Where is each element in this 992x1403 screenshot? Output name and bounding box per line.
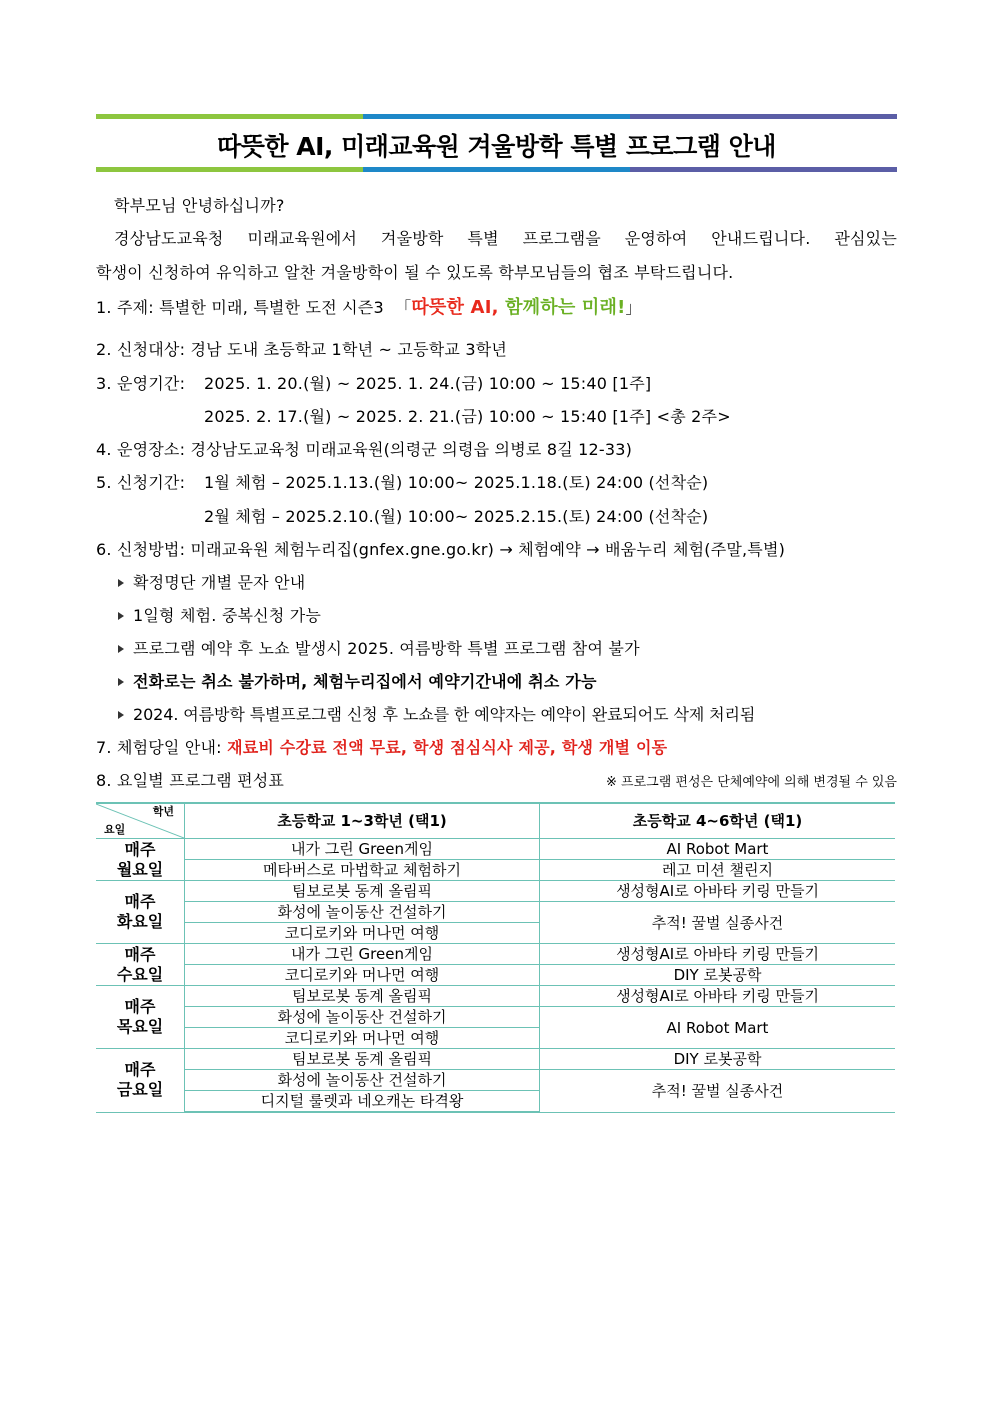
item-apply-method: 6. 신청방법: 미래교육원 체험누리집(gnfex.gne.go.kr) → 체험예약 → 배움누리 체험(주말,특별) xyxy=(96,540,786,559)
item-topic xyxy=(96,293,642,319)
bullet-item xyxy=(118,669,597,692)
program-cell: 팀보로봇 동계 올림픽 xyxy=(185,1049,540,1070)
day-cell-tuesday: 매주 화요일 xyxy=(96,881,185,944)
column-header-upper-grades: 초등학교 4~6학년 (택1) xyxy=(540,803,896,839)
bullet-text: 확정명단 개별 문자 안내 xyxy=(133,573,306,592)
program-cell: 화성에 놀이동산 건설하기 xyxy=(185,902,540,923)
table-row xyxy=(96,881,895,902)
table-row xyxy=(96,1070,895,1091)
program-cell: 팀보로봇 동계 올림픽 xyxy=(185,986,540,1007)
program-cell: AI Robot Mart xyxy=(540,1007,896,1049)
table-header-row xyxy=(96,803,895,839)
item-apply-period-line-1: 1월 체험 – 2025.1.13.(월) 10:00~ 2025.1.18.(토) 24:00 (선착순) xyxy=(204,473,709,492)
bullet-item xyxy=(118,636,640,659)
table-row xyxy=(96,1007,895,1028)
program-cell: 내가 그린 Green게임 xyxy=(185,944,540,965)
triangle-bullet-icon xyxy=(118,579,124,587)
schedule-table xyxy=(96,802,895,1113)
program-cell: AI Robot Mart xyxy=(540,839,896,860)
intro-line-2: 학생이 신청하여 유익하고 알찬 겨울방학이 될 수 있도록 학부모님들의 협조 부탁드립니다. xyxy=(96,263,734,282)
program-cell: 화성에 놀이동산 건설하기 xyxy=(185,1070,540,1091)
topic-highlight-green: 함께하는 미래! xyxy=(505,297,626,318)
program-cell: 코디로키와 머나먼 여행 xyxy=(185,965,540,986)
program-cell: 화성에 놀이동산 건설하기 xyxy=(185,1007,540,1028)
item-apply-period-line-2: 2월 체험 – 2025.2.10.(월) 10:00~ 2025.2.15.(토) 24:00 (선착순) xyxy=(204,507,709,526)
day-cell-wednesday: 매주 수요일 xyxy=(96,944,185,986)
program-cell: DIY 로봇공학 xyxy=(540,1049,896,1070)
bullet-text: 2024. 여름방학 특별프로그램 신청 후 노쇼를 한 예약자는 예약이 완료되어도 삭제 처리됨 xyxy=(133,705,756,724)
program-cell: 생성형AI로 아바타 키링 만들기 xyxy=(540,944,896,965)
table-row xyxy=(96,839,895,860)
program-cell: 내가 그린 Green게임 xyxy=(185,839,540,860)
program-cell: 레고 미션 챌린지 xyxy=(540,860,896,881)
program-cell: 팀보로봇 동계 올림픽 xyxy=(185,881,540,902)
day-cell-friday: 매주 금요일 xyxy=(96,1049,185,1113)
triangle-bullet-icon xyxy=(118,612,124,620)
program-cell: 생성형AI로 아바타 키링 만들기 xyxy=(540,881,896,902)
bullet-item xyxy=(118,570,305,593)
item-topic-open-bracket: 「 xyxy=(395,298,412,317)
item-period-line-2: 2025. 2. 17.(월) ~ 2025. 2. 21.(금) 10:00 ~ 15:40 [1주] <총 2주> xyxy=(204,407,731,426)
triangle-bullet-icon xyxy=(118,711,124,719)
program-cell: 코디로키와 머나먼 여행 xyxy=(185,1028,540,1049)
corner-grade-label: 학년 xyxy=(152,805,174,818)
triangle-bullet-icon xyxy=(118,678,124,686)
intro-line-1: 경상남도교육청 미래교육원에서 겨울방학 특별 프로그램을 운영하여 안내드립니다. 관심있는 xyxy=(114,229,897,248)
table-row xyxy=(96,965,895,986)
greeting: 학부모님 안녕하십니까? xyxy=(114,196,285,215)
program-cell: 메타버스로 마법학교 체험하기 xyxy=(185,860,540,881)
item-day-info-label: 7. 체험당일 안내: xyxy=(96,738,222,757)
item-target: 2. 신청대상: 경남 도내 초등학교 1학년 ~ 고등학교 3학년 xyxy=(96,340,508,359)
item-period-line-1: 2025. 1. 20.(월) ~ 2025. 1. 24.(금) 10:00 ~ 15:40 [1주] xyxy=(204,374,652,393)
item-topic-highlight xyxy=(411,297,625,318)
table-corner-cell xyxy=(96,803,185,839)
item-day-info xyxy=(96,735,667,758)
item-topic-close-bracket: 」 xyxy=(625,298,642,317)
bullet-text: 프로그램 예약 후 노쇼 발생시 2025. 여름방학 특별 프로그램 참여 불가 xyxy=(133,639,640,658)
item-location: 4. 운영장소: 경상남도교육청 미래교육원(의령군 의령읍 의병로 8길 12-33) xyxy=(96,440,633,459)
program-cell: 추적! 꿀벌 실종사건 xyxy=(540,1070,896,1113)
item-period-label: 3. 운영기간: xyxy=(96,374,186,393)
title-bottom-bar xyxy=(96,167,897,172)
bullet-text: 전화로는 취소 불가하며, 체험누리집에서 예약기간내에 취소 가능 xyxy=(133,672,597,691)
bullet-item xyxy=(118,603,321,626)
table-row xyxy=(96,1049,895,1070)
table-row xyxy=(96,902,895,923)
triangle-bullet-icon xyxy=(118,645,124,653)
item-schedule: 8. 요일별 프로그램 편성표 xyxy=(96,771,285,790)
program-cell: 코디로키와 머나먼 여행 xyxy=(185,923,540,944)
page-title: 따뜻한 AI, 미래교육원 겨울방학 특별 프로그램 안내 xyxy=(217,132,776,161)
day-cell-monday: 매주 월요일 xyxy=(96,839,185,881)
program-cell: DIY 로봇공학 xyxy=(540,965,896,986)
table-row xyxy=(96,944,895,965)
bullet-item xyxy=(118,702,755,725)
item-day-info-value: 재료비 수강료 전액 무료, 학생 점심식사 제공, 학생 개별 이동 xyxy=(227,738,668,757)
topic-highlight-red: 따뜻한 AI, xyxy=(411,297,499,318)
column-header-lower-grades: 초등학교 1~3학년 (택1) xyxy=(185,803,540,839)
bullet-text: 1일형 체험. 중복신청 가능 xyxy=(133,606,322,625)
title-top-bar xyxy=(96,114,897,119)
program-cell: 디지털 룰렛과 네오캐논 타격왕 xyxy=(185,1091,540,1113)
schedule-note: ※ 프로그램 편성은 단체예약에 의해 변경될 수 있음 xyxy=(606,775,897,790)
item-topic-label: 1. 주제: 특별한 미래, 특별한 도전 시즌3 xyxy=(96,298,384,317)
program-cell: 생성형AI로 아바타 키링 만들기 xyxy=(540,986,896,1007)
program-cell: 추적! 꿀벌 실종사건 xyxy=(540,902,896,944)
table-row xyxy=(96,860,895,881)
day-cell-thursday: 매주 목요일 xyxy=(96,986,185,1049)
table-row xyxy=(96,986,895,1007)
item-apply-period-label: 5. 신청기간: xyxy=(96,473,186,492)
corner-day-label: 요일 xyxy=(104,823,126,836)
